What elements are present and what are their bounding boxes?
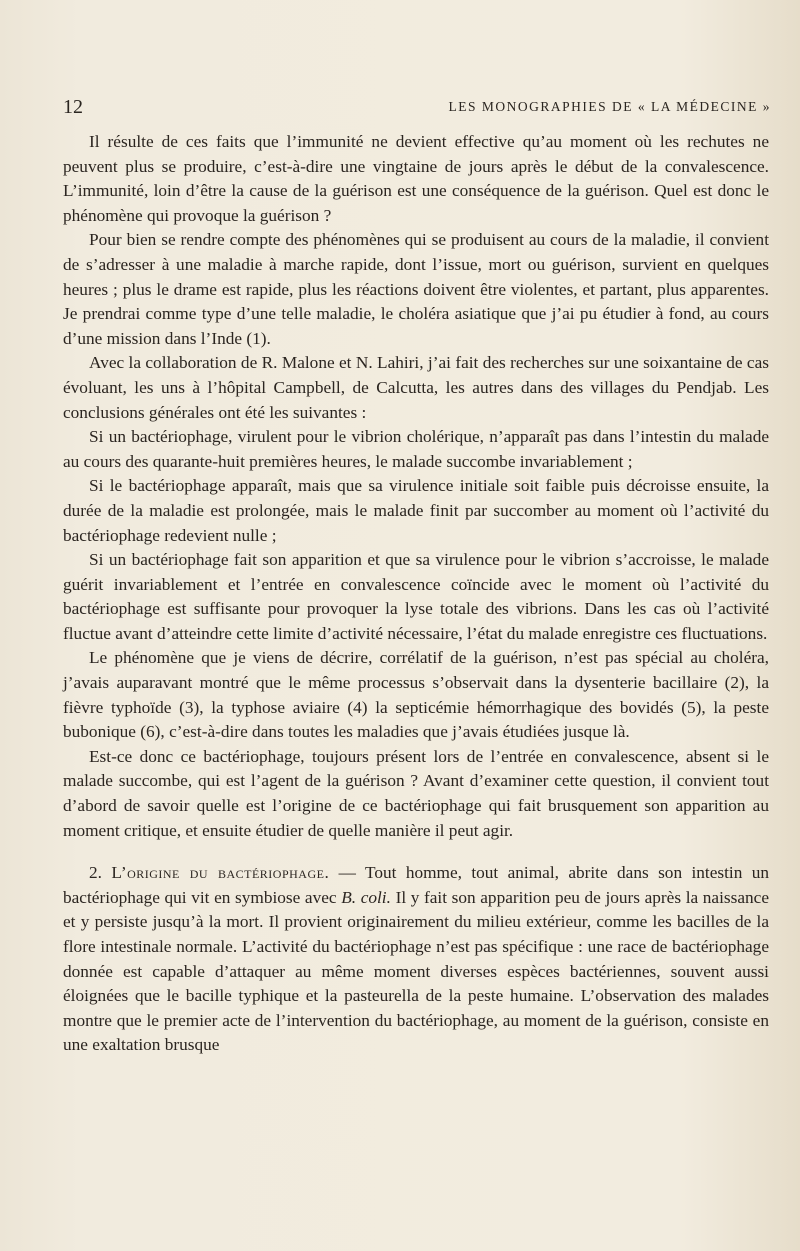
paragraph: Le phénomène que je viens de décrire, corrélatif de la guérison, n’est pas spécial au choléra, j’avais auparavant montré que le même processus s’observait dans la dysenterie bacillaire (2), la fièvre typhoïde (3), la typhose aviaire (4) la septicémie hémorrhagique des bovidés (5), la peste bubonique (6), c’est-à-dire dans toutes les maladies que j’avais étudiées jusque là. <box>63 648 769 742</box>
section-text-a: Tout homme, tout animal, abrite dans son intestin un bactériophage qui vit en symbiose avec <box>63 863 769 907</box>
paragraph: Pour bien se rendre compte des phénomènes qui se produisent au cours de la maladie, il convient de s’adresser à une maladie à marche rapide, dont l’issue, mort ou guérison, survient en quelques heures ; plus le drame est rapide, plus les réactions doivent être violentes, et partant, plus apparentes. Je prendrai comme type d’une telle maladie, le choléra asiatique que j’ai pu étudier à fond, au cours d’une mission dans l’Inde (1). <box>63 230 769 348</box>
paragraph: Il résulte de ces faits que l’immunité ne devient effective qu’au moment où les rechutes ne peuvent plus se produire, c’est-à-dire une vingtaine de jours après le début de la convalescence. L’immunité, loin d’être la cause de la guérison est une conséquence de la guérison. Quel est donc le phénomène qui provoque la guérison ? <box>63 132 769 225</box>
page-number: 12 <box>63 96 83 118</box>
paragraph: Si un bactériophage fait son apparition et que sa virulence pour le vibrion s’accroisse, le malade guérit invariablement et l’entrée en convalescence coïncide avec le moment où l’activité du bactériophage est suffisante pour provoquer la lyse totale des vibrions. Dans les cas où l’activité fluctue avant d’atteindre cette limite d’activité nécessaire, l’état du malade enregistre ces fluctuations. <box>63 550 769 643</box>
body-text <box>63 130 769 1058</box>
section-paragraph <box>63 861 769 1058</box>
section-number: 2. <box>89 863 102 883</box>
section-text-b: Il y fait son apparition peu de jours après la naissance et y persiste jusqu’à la mort. Il provient originairement du milieu extérieur, comme les bacilles de la flore intestinale normale. L’activité du bactériophage n’est pas spécifique : une race de bactériophage donnée est capable d’attaquer au même moment diverses espèces bactériennes, souvent aussi éloignées que le bacille typhique et la pasteurella de la peste humaine. L’observation des malades montre que le premier acte de l’intervention du bactériophage, au moment de la guérison, consiste en une exaltation brusque <box>63 887 769 1055</box>
paragraph: Si le bactériophage apparaît, mais que sa virulence initiale soit faible puis décroisse ensuite, la durée de la maladie est prolongée, mais le malade finit par succomber au moment où l’activité du bactériophage redevient nulle ; <box>63 476 769 545</box>
italic-term: B. coli. <box>341 887 391 907</box>
section-heading: L’origine du bactériophage. <box>111 863 330 883</box>
paragraph: Est-ce donc ce bactériophage, toujours présent lors de l’entrée en convalescence, absent si le malade succombe, qui est l’agent de la guérison ? Avant d’examiner cette question, il convient tout d’abord de savoir quelle est l’origine de ce bactériophage qui fait brusquement son apparition au moment critique, et ensuite étudier de quelle manière il peut agir. <box>63 746 769 840</box>
page-header <box>63 96 771 122</box>
paragraph: Avec la collaboration de R. Malone et N. Lahiri, j’ai fait des recherches sur une soixantaine de cas évoluant, les uns à l’hôpital Campbell, de Calcutta, les autres dans des villages du Pendjab. Les conclusions générales ont été les suivantes : <box>63 353 769 422</box>
section-dash: — <box>338 863 356 883</box>
running-title: LES MONOGRAPHIES DE « LA MÉDECINE » <box>448 99 771 114</box>
paragraph: Si un bactériophage, virulent pour le vibrion cholérique, n’apparaît pas dans l’intestin du malade au cours des quarante-huit premières heures, le malade succombe invariablement ; <box>63 427 769 471</box>
